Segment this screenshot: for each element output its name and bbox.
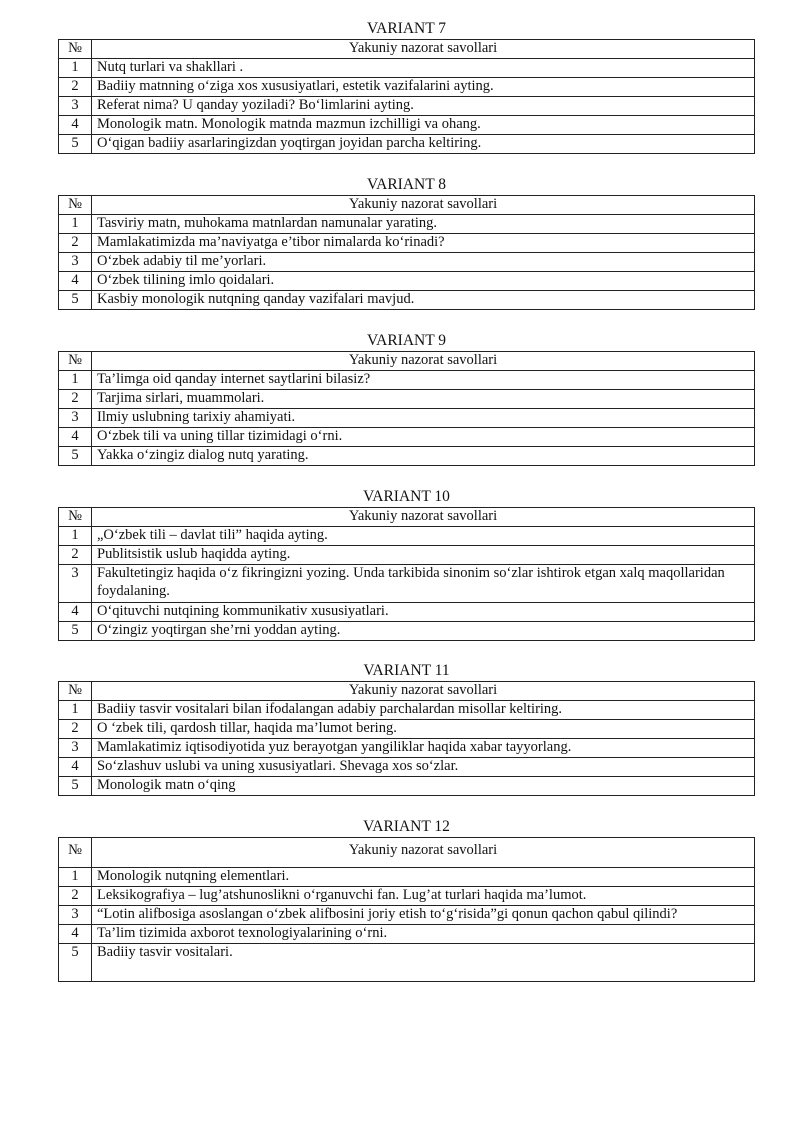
question-number: 4 (59, 428, 92, 447)
question-text: So‘zlashuv uslubi va uning xususiyatlari. Shevaga xos so‘zlar. (92, 758, 755, 777)
question-row (59, 603, 755, 622)
question-text: “Lotin alifbosiga asoslangan o‘zbek alifbosini joriy etish to‘g‘risida”gi qonun qachon qabul qilindi? (92, 906, 755, 925)
question-number: 3 (59, 565, 92, 603)
question-row (59, 291, 755, 310)
question-number: 5 (59, 944, 92, 982)
question-number: 2 (59, 546, 92, 565)
question-text: Badiiy tasvir vositalari bilan ifodalangan adabiy parchalardan misollar keltiring. (92, 701, 755, 720)
question-number: 1 (59, 371, 92, 390)
question-number: 1 (59, 215, 92, 234)
question-text: Nutq turlari va shakllari . (92, 59, 755, 78)
question-text: Badiiy matnning o‘ziga xos xususiyatlari, estetik vazifalarini ayting. (92, 78, 755, 97)
question-text: Monologik matn. Monologik matnda mazmun izchilligi va ohang. (92, 116, 755, 135)
variant-title: VARIANT 11 (363, 662, 450, 679)
question-number: 1 (59, 527, 92, 546)
question-number: 4 (59, 116, 92, 135)
question-row (59, 390, 755, 409)
question-number: 4 (59, 603, 92, 622)
question-row (59, 527, 755, 546)
question-row (59, 565, 755, 603)
question-row (59, 546, 755, 565)
question-text: Fakultetingiz haqida o‘z fikringizni yozing. Unda tarkibida sinonim so‘zlar ishtirok etgan xalq maqollaridan foydalaning. (92, 565, 755, 603)
questions-column-header: Yakuniy nazorat savollari (92, 682, 755, 701)
question-number: 2 (59, 78, 92, 97)
questions-table (58, 507, 755, 641)
question-number: 5 (59, 447, 92, 466)
question-number: 5 (59, 777, 92, 796)
question-number: 3 (59, 253, 92, 272)
question-text: Mamlakatimiz iqtisodiyotida yuz berayotgan yangiliklar haqida xabar tayyorlang. (92, 739, 755, 758)
variant-block-11 (58, 662, 755, 796)
question-number: 4 (59, 272, 92, 291)
question-number: 2 (59, 390, 92, 409)
question-number: 1 (59, 701, 92, 720)
variant-title: VARIANT 12 (363, 818, 450, 835)
variant-title: VARIANT 9 (366, 332, 447, 349)
question-text: Ta’lim tizimida axborot texnologiyalarining o‘rni. (92, 925, 755, 944)
question-number: 2 (59, 887, 92, 906)
question-row (59, 868, 755, 887)
number-column-header: № (59, 682, 92, 701)
question-row (59, 887, 755, 906)
question-row (59, 409, 755, 428)
question-number: 5 (59, 135, 92, 154)
table-header-row (59, 40, 755, 59)
number-column-header: № (59, 508, 92, 527)
question-text: O‘zingiz yoqtirgan she’rni yoddan ayting. (92, 622, 755, 641)
question-row (59, 234, 755, 253)
question-row (59, 906, 755, 925)
question-number: 5 (59, 622, 92, 641)
question-number: 3 (59, 739, 92, 758)
question-row (59, 944, 755, 982)
question-text: Tarjima sirlari, muammolari. (92, 390, 755, 409)
question-text: Ilmiy uslubning tarixiy ahamiyati. (92, 409, 755, 428)
question-number: 2 (59, 720, 92, 739)
question-text: Kasbiy monologik nutqning qanday vazifalari mavjud. (92, 291, 755, 310)
questions-table (58, 837, 755, 982)
question-text: O‘qigan badiiy asarlaringizdan yoqtirgan joyidan parcha keltiring. (92, 135, 755, 154)
question-text: O ‘zbek tili, qardosh tillar, haqida ma’lumot bering. (92, 720, 755, 739)
question-text: Referat nima? U qanday yoziladi? Bo‘limlarini ayting. (92, 97, 755, 116)
number-column-header: № (59, 352, 92, 371)
question-row (59, 720, 755, 739)
questions-table (58, 39, 755, 154)
question-text: „O‘zbek tili – davlat tili” haqida ayting. (92, 527, 755, 546)
variant-title: VARIANT 10 (363, 488, 450, 505)
question-number: 2 (59, 234, 92, 253)
question-text: Tasviriy matn, muhokama matnlardan namunalar yarating. (92, 215, 755, 234)
questions-column-header: Yakuniy nazorat savollari (92, 196, 755, 215)
question-number: 3 (59, 97, 92, 116)
question-row (59, 59, 755, 78)
question-text: Yakka o‘zingiz dialog nutq yarating. (92, 447, 755, 466)
question-text: Publitsistik uslub haqidda ayting. (92, 546, 755, 565)
question-text: Ta’limga oid qanday internet saytlarini bilasiz? (92, 371, 755, 390)
question-row (59, 777, 755, 796)
question-text: Mamlakatimizda ma’naviyatga e’tibor nimalarda ko‘rinadi? (92, 234, 755, 253)
question-text: Badiiy tasvir vositalari. (92, 944, 755, 982)
question-number: 1 (59, 868, 92, 887)
question-number: 1 (59, 59, 92, 78)
questions-column-header: Yakuniy nazorat savollari (92, 508, 755, 527)
question-row (59, 701, 755, 720)
question-row (59, 116, 755, 135)
question-text: O‘zbek adabiy til me’yorlari. (92, 253, 755, 272)
question-row (59, 428, 755, 447)
question-number: 5 (59, 291, 92, 310)
questions-column-header: Yakuniy nazorat savollari (92, 838, 755, 868)
number-column-header: № (59, 196, 92, 215)
question-text: Monologik matn o‘qing (92, 777, 755, 796)
number-column-header: № (59, 838, 92, 868)
question-row (59, 925, 755, 944)
table-header-row (59, 352, 755, 371)
table-header-row (59, 682, 755, 701)
questions-table (58, 195, 755, 310)
question-row (59, 272, 755, 291)
variant-block-10 (58, 488, 755, 641)
question-row (59, 78, 755, 97)
variant-block-12 (58, 818, 755, 982)
question-row (59, 135, 755, 154)
question-number: 4 (59, 758, 92, 777)
question-number: 3 (59, 906, 92, 925)
question-number: 4 (59, 925, 92, 944)
question-text: O‘zbek tili va uning tillar tizimidagi o‘rni. (92, 428, 755, 447)
question-text: O‘zbek tilining imlo qoidalari. (92, 272, 755, 291)
question-row (59, 371, 755, 390)
variant-title: VARIANT 7 (366, 20, 447, 37)
questions-column-header: Yakuniy nazorat savollari (92, 352, 755, 371)
question-text: Leksikografiya – lug’atshunoslikni o‘rganuvchi fan. Lug’at turlari haqida ma’lumot. (92, 887, 755, 906)
table-header-row (59, 838, 755, 868)
variant-block-9 (58, 332, 755, 466)
table-header-row (59, 196, 755, 215)
question-number: 3 (59, 409, 92, 428)
question-text: O‘qituvchi nutqining kommunikativ xususiyatlari. (92, 603, 755, 622)
questions-table (58, 351, 755, 466)
question-row (59, 215, 755, 234)
variant-title: VARIANT 8 (366, 176, 447, 193)
variant-block-7 (58, 20, 755, 154)
question-row (59, 739, 755, 758)
question-row (59, 622, 755, 641)
question-row (59, 253, 755, 272)
table-header-row (59, 508, 755, 527)
questions-column-header: Yakuniy nazorat savollari (92, 40, 755, 59)
question-text: Monologik nutqning elementlari. (92, 868, 755, 887)
number-column-header: № (59, 40, 92, 59)
question-row (59, 97, 755, 116)
question-row (59, 758, 755, 777)
variant-block-8 (58, 176, 755, 310)
question-row (59, 447, 755, 466)
questions-table (58, 681, 755, 796)
